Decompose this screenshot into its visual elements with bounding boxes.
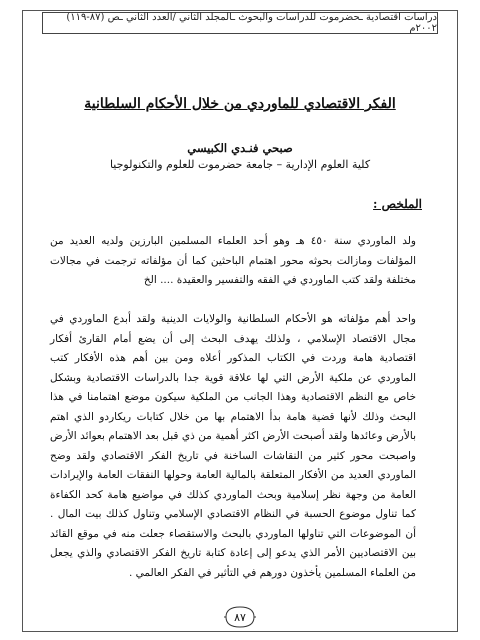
abstract-paragraph: واحد أهم مؤلفاته هو الأحكام السلطانية والولايات الدينية ولقد أبدع الماوردي في مجال الاقتصاد الإسلامي ، ولذلك يهدف البحث إلى أن يضع أمام القارئ أفكار اقتصادية هامة وردت في الكتاب المذكور أعلاه ومن بين أهم هذه الأفكار كتب الماوردي عن ملكية الأرض التي لها علاقة قوية جدا بالدراسات الاقتصادية وبشكل خاص مع النظم الاقتصادية وهذا الجانب من الملكية سيكون موضع اهتمامنا في هذا البحث وذلك لأنها قضية هامة بدأ الاهتمام بها من خلال كتابات ريكاردو الذي اهتم بالأرض وعائدها ولقد أصبحت الأرض اكثر أهمية من ذي قبل بعد الاهتمام بعوائد الأرض واصبحت محور كثير من النقاشات الساخنة في تاريخ الفكر الاقتصادي ولقد وضح الماوردي العديد من الأفكار المتعلقة بالمالية العامة وحولها النفقات العامة والإيرادات العامة من وجهة نظر إسلامية وبحث الماوردي كذلك في مواضيع هامة كحد الكفاءة كما تناول موضوع الحسبة في النظام الاقتصادي الإسلامي وتناول كذلك بيت المال . أن الموضوعات التي تناولها الماوردي بالبحث والاستقصاء جعلت منه في موقع القائد بين الاقتصاديين الأمر الذي يدعو إلى إعادة كتابة تاريخ الفكر الاقتصادي والذي يجعل من العلماء المسلمين يأخذون دورهم في التأثير في الفكر العالمي . [50,313,416,579]
journal-citation-header [42,12,438,34]
article-title: الفكر الاقتصادي للماوردي من خلال الأحكام السلطانية [84,96,396,112]
abstract-heading: الملخص : [373,197,422,211]
author-name: صبحي فنـدي الكبيسي [187,141,293,155]
journal-citation: دراسات اقتصادية ـحضرموت للدراسات والبحوث ـالمجلد الثاني /العدد الثاني ـص (٨٧-١١٩) ٢٠٠٢م [66,12,437,34]
page-number: ٨٧ [234,610,246,624]
abstract-paragraph: ولد الماوردي سنة ٤٥٠ هـ وهو أحد العلماء المسلمين البارزين ولديه العديد من المؤلفات ومازالت بحوثه محور اهتمام الباحثين كما أن مؤلفاته ترجمت في مجالات مختلفة ولقد كتب الماوردي في الفقه والتفسير والعقيدة .... الخ [50,235,416,286]
author-affiliation: كلية العلوم الإدارية – جامعة حضرموت للعلوم والتكنولوجيا [109,158,371,171]
page-number-badge [223,604,257,630]
